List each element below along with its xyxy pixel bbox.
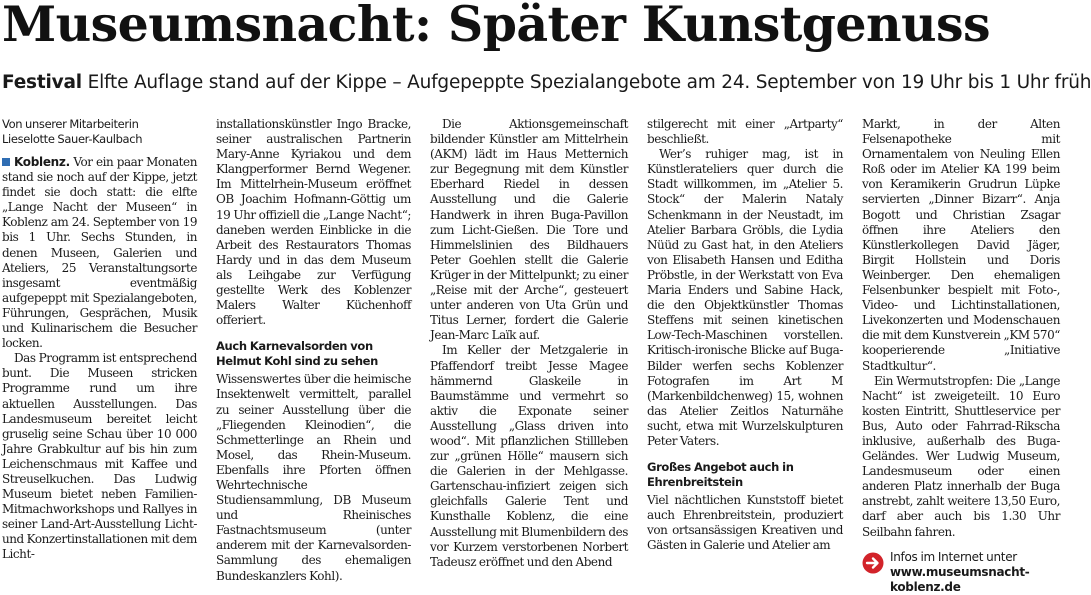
paragraph: Die Aktionsgemeinschaft bildender Künstler am Mittelrhein (AKM) lädt im Haus Metternich zur Begegnung mit dem Künstler Eberhard Riedel in dessen Ausstellung und die Galerie Handwerk in ihren Buga-Pavillon zum Licht-Gießen. Die Tore und Himmelslinien des Bildhauers Peter Goehlen stellt die Galerie Krüger in der Mittelpunkt; zu einer „Reise mit der Arche“, gesteuert unter anderen von Uta Grün und Titus Lerner, fordert die Galerie Jean-Marc Laïk auf.: [430, 117, 628, 343]
subline-text: Elfte Auflage stand auf der Kippe – Aufgepeppte Spezialangebote am 24. September von 19 Uhr bis 1 Uhr früh: [87, 72, 1091, 93]
info-box: [862, 550, 1060, 595]
paragraph-text: Vor ein paar Monaten stand sie noch auf der Kippe, jetzt findet sie doch statt: die elfte „Lange Nacht der Museen“ in Koblenz am 24. September von 19 bis 1 Uhr. Sechs Stunden, in denen Museen, Galerien und Ateliers, 25 Veranstaltungsorte insgesamt eventmäßig aufgepeppt mit Spezialangeboten, Führungen, Gesprächen, Musik und Kulinarischem die Besucher locken.: [2, 155, 197, 351]
column-2: [216, 117, 411, 583]
paragraph: Das Programm ist entsprechend bunt. Die Museen stricken Programme rund um ihre aktuellen Ausstellungen. Das Landesmuseum bereitet leicht gruselig seine Schau über 10 000 Jahre Grabkultur auf bis hin zum Leichenschmaus mit Kaffee und Streuselkuchen. Das Ludwig Museum bietet neben Familien-Mitmachworkshops und Rallyes in seiner Land-Art-Ausstellung Licht- und Konzertinstallationen mit dem Licht-: [2, 351, 197, 562]
subline: [2, 72, 1091, 93]
paragraph: Markt, in der Alten Felsenapotheke mit Ornamentalem von Neuling Ellen Roß oder im Atelier KA 199 beim von Keramikerin Grudrun Lüpke servierten „Dinner Bizarr“. Anja Bogott und Christian Zsagar öffnen ihre Ateliers den Künstlerkollegen David Jäger, Birgit Hollstein und Doris Weinberger. Den ehemaligen Felsenbunker bespielt mit Foto-, Video- und Lichtinstallationen, Livekonzerten und Modenschauen die mit dem Kunstverein „KM 570“ kooperierende „Initiative Stadtkultur“.: [862, 117, 1060, 373]
info-text: [890, 550, 1060, 595]
column-5: [862, 117, 1060, 594]
column-4: [647, 117, 843, 553]
paragraph: [2, 155, 197, 351]
info-url-link[interactable]: www.museumsnacht-koblenz.de: [890, 564, 1030, 594]
paragraph: Ein Wermutstropfen: Die „Lange Nacht“ ist zweigeteilt. 10 Euro kosten Eintritt, Shuttleservice per Bus, Auto oder Fahrrad-Rikscha inklusive, außerhalb des Buga-Geländes. Wer Ludwig Museum, Landesmuseum oder einen anderen Platz innerhalb der Buga anstrebt, zahlt weitere 13,50 Euro, darf aber auch bis 1.30 Uhr Seilbahn fahren.: [862, 373, 1060, 539]
paragraph: Wissenswertes über die heimische Insektenwelt vermittelt, parallel zu seiner Ausstellung über die „Fliegenden Kleinodien“, die Schmetterlinge an Rhein und Mosel, das Rhein-Museum. Ebenfalls ihre Pforten öffnen Wehrtechnische Studiensammlung, DB Museum und Rheinisches Fastnachtsmuseum (unter anderem mit der Karnevalsorden-Sammlung des ehemaligen Bundeskanzlers Kohl).: [216, 372, 411, 583]
paragraph: installationskünstler Ingo Bracke, seiner australischen Partnerin Mary-Anne Kyriakou und dem Klangperformer Bernd Wegener. Im Mittelrhein-Museum eröffnet OB Joachim Hofmann-Göttig um 19 Uhr offiziell die „Lange Nacht“; daneben werden Einblicke in die Arbeit des Restaurators Thomas Hardy und in das dem Museum als Leihgabe zur Verfügung gestellte Werk des Koblenzer Malers Walter Küchenhoff offeriert.: [216, 117, 411, 328]
paragraph: Wer’s ruhiger mag, ist in Künstlerateliers quer durch die Stadt willkommen, im „Atelier 5. Stock“ der Malerin Nataly Schenkmann in der Neustadt, im Atelier Barbara Gröbls, die Lydia Nüüd zu Gast hat, in den Ateliers von Elisabeth Hansen und Editha Pröbstle, in der Werkstatt von Eva Maria Enders und Sabine Hack, die den Objektkünstler Thomas Steffens mit seinen kinetischen Low-Tech-Maschinen vorstellen. Kritisch-ironische Blicke auf Buga-Bilder werfen sechs Koblenzer Fotografen im Art M (Markenbildchenweg) 15, wohnen das Atelier Zeitlos Naturnähe sucht, etwa mit Wurzelskulpturen Peter Vaters.: [647, 147, 843, 448]
byline-line-1: Von unserer Mitarbeiterin: [2, 117, 139, 131]
column-1: [2, 117, 197, 562]
column-3: [430, 117, 628, 569]
paragraph: stilgerecht mit einer „Artparty“ beschließt.: [647, 117, 843, 147]
subhead: Auch Karnevalsorden von Helmut Kohl sind zu sehen: [216, 339, 378, 369]
arrow-circle-icon: [862, 552, 884, 574]
dateline: Koblenz.: [14, 155, 70, 169]
paragraph: Im Keller der Metzgalerie in Pfaffendorf treibt Jesse Magee hämmernd Glaskeile in Baumstämme und vermehrt so aktiv die Exponate seiner Ausstellung „Glass driven into wood“. Mit pflanzlichen Stillleben zur „grünen Hölle“ mausern sich die Galerien in der Mehlgasse. Gartenschau-infiziert zeigen sich gleichfalls Galerie Tent und Kunsthalle Koblenz, die eine Ausstellung mit Blumenbildern des vor Kurzem verstorbenen Norbert Tadeusz eröffnet und den Abend: [430, 343, 628, 569]
subhead: Großes Angebot auch in Ehrenbreitstein: [647, 460, 794, 490]
dateline-square-icon: [2, 158, 10, 166]
paragraph: Viel nächtlichen Kunststoff bietet auch Ehrenbreitstein, produziert von ortsansässigen Kreativen und Gästen in Galerie und Atelier am: [647, 493, 843, 553]
subline-kicker: Festival: [2, 72, 82, 93]
byline: [2, 117, 197, 147]
byline-author: Lieselotte Sauer-Kaulbach: [2, 132, 143, 146]
info-prefix: Infos im Internet unter: [890, 549, 1017, 564]
headline: Museumsnacht: Später Kunstgenuss: [2, 0, 991, 53]
